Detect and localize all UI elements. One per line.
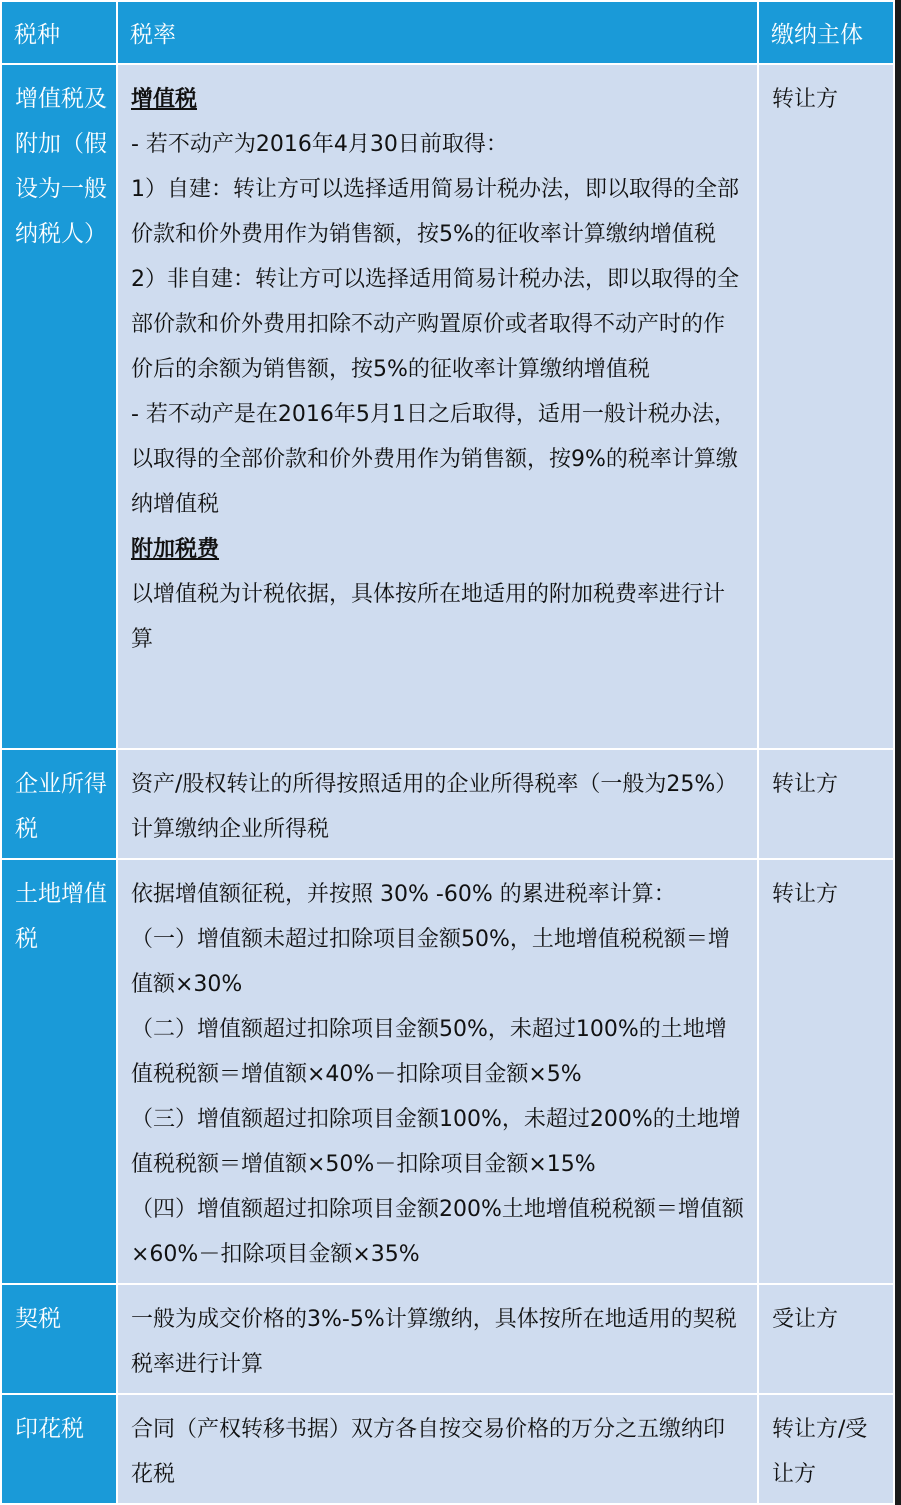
lvat-line: （三）增值额超过扣除项目金额100%，未超过200%的土地增值税税额＝增值额×50%－扣除项目金额×15% [131, 1107, 741, 1177]
vat-line: 1）自建：转让方可以选择适用简易计税办法，即以取得的全部价款和价外费用作为销售额，按5%的征收率计算缴纳增值税 [131, 177, 739, 247]
surcharge-line: 以增值税为计税依据，具体按所在地适用的附加税费率进行计算 [131, 582, 726, 652]
vat-line: - 若不动产是在2016年5月1日之后取得，适用一般计税办法，以取得的全部价款和价外费用作为销售额，按9%的税率计算缴纳增值税 [131, 402, 738, 517]
tax-name-cell: 印花税 [1, 1394, 117, 1504]
header-tax-rate: 税率 [117, 1, 758, 64]
tax-rate-cell: 资产/股权转让的所得按照适用的企业所得税率（一般为25%）计算缴纳企业所得税 [117, 749, 758, 859]
tax-name-cell: 土地增值税 [1, 859, 117, 1284]
surcharge-heading: 附加税费 [131, 537, 220, 562]
vat-line: 2）非自建：转让方可以选择适用简易计税办法，即以取得的全部价款和价外费用扣除不动产购置原价或者取得不动产时的作价后的余额为销售额，按5%的征收率计算缴纳增值税 [131, 267, 739, 382]
table-row-vat [1, 64, 894, 749]
tax-rate-cell [117, 64, 758, 749]
tax-rate-cell [117, 859, 758, 1284]
vat-heading: 增值税 [131, 87, 198, 112]
vat-line: - 若不动产为2016年4月30日前取得： [131, 132, 508, 157]
tax-rate-cell: 合同（产权转移书据）双方各自按交易价格的万分之五缴纳印花税 [117, 1394, 758, 1504]
lvat-line: （二）增值额超过扣除项目金额50%，未超过100%的土地增值税税额＝增值额×40%－扣除项目金额×5% [131, 1017, 727, 1087]
tax-name-cell: 企业所得税 [1, 749, 117, 859]
header-payer: 缴纳主体 [758, 1, 894, 64]
header-tax-type: 税种 [1, 1, 117, 64]
tax-rate-cell: 一般为成交价格的3%-5%计算缴纳，具体按所在地适用的契税税率进行计算 [117, 1284, 758, 1394]
payer-cell: 转让方 [758, 64, 894, 749]
lvat-line: （一）增值额未超过扣除项目金额50%，土地增值税税额＝增值额×30% [131, 927, 730, 997]
payer-cell: 转让方 [758, 859, 894, 1284]
payer-cell: 受让方 [758, 1284, 894, 1394]
lvat-line: 依据增值额征税，并按照 30% -60% 的累进税率计算： [131, 882, 676, 907]
table-row-corporate-income-tax [1, 749, 894, 859]
tax-name-cell: 增值税及附加（假设为一般纳税人） [1, 64, 117, 749]
table-row-stamp-duty [1, 1394, 894, 1504]
table-row-deed-tax [1, 1284, 894, 1394]
payer-cell: 转让方 [758, 749, 894, 859]
payer-cell: 转让方/受让方 [758, 1394, 894, 1504]
table-header-row [1, 1, 894, 64]
tax-name-cell: 契税 [1, 1284, 117, 1394]
table-row-land-value-added-tax [1, 859, 894, 1284]
lvat-line: （四）增值额超过扣除项目金额200%土地增值税税额＝增值额×60%－扣除项目金额×35% [131, 1197, 744, 1267]
